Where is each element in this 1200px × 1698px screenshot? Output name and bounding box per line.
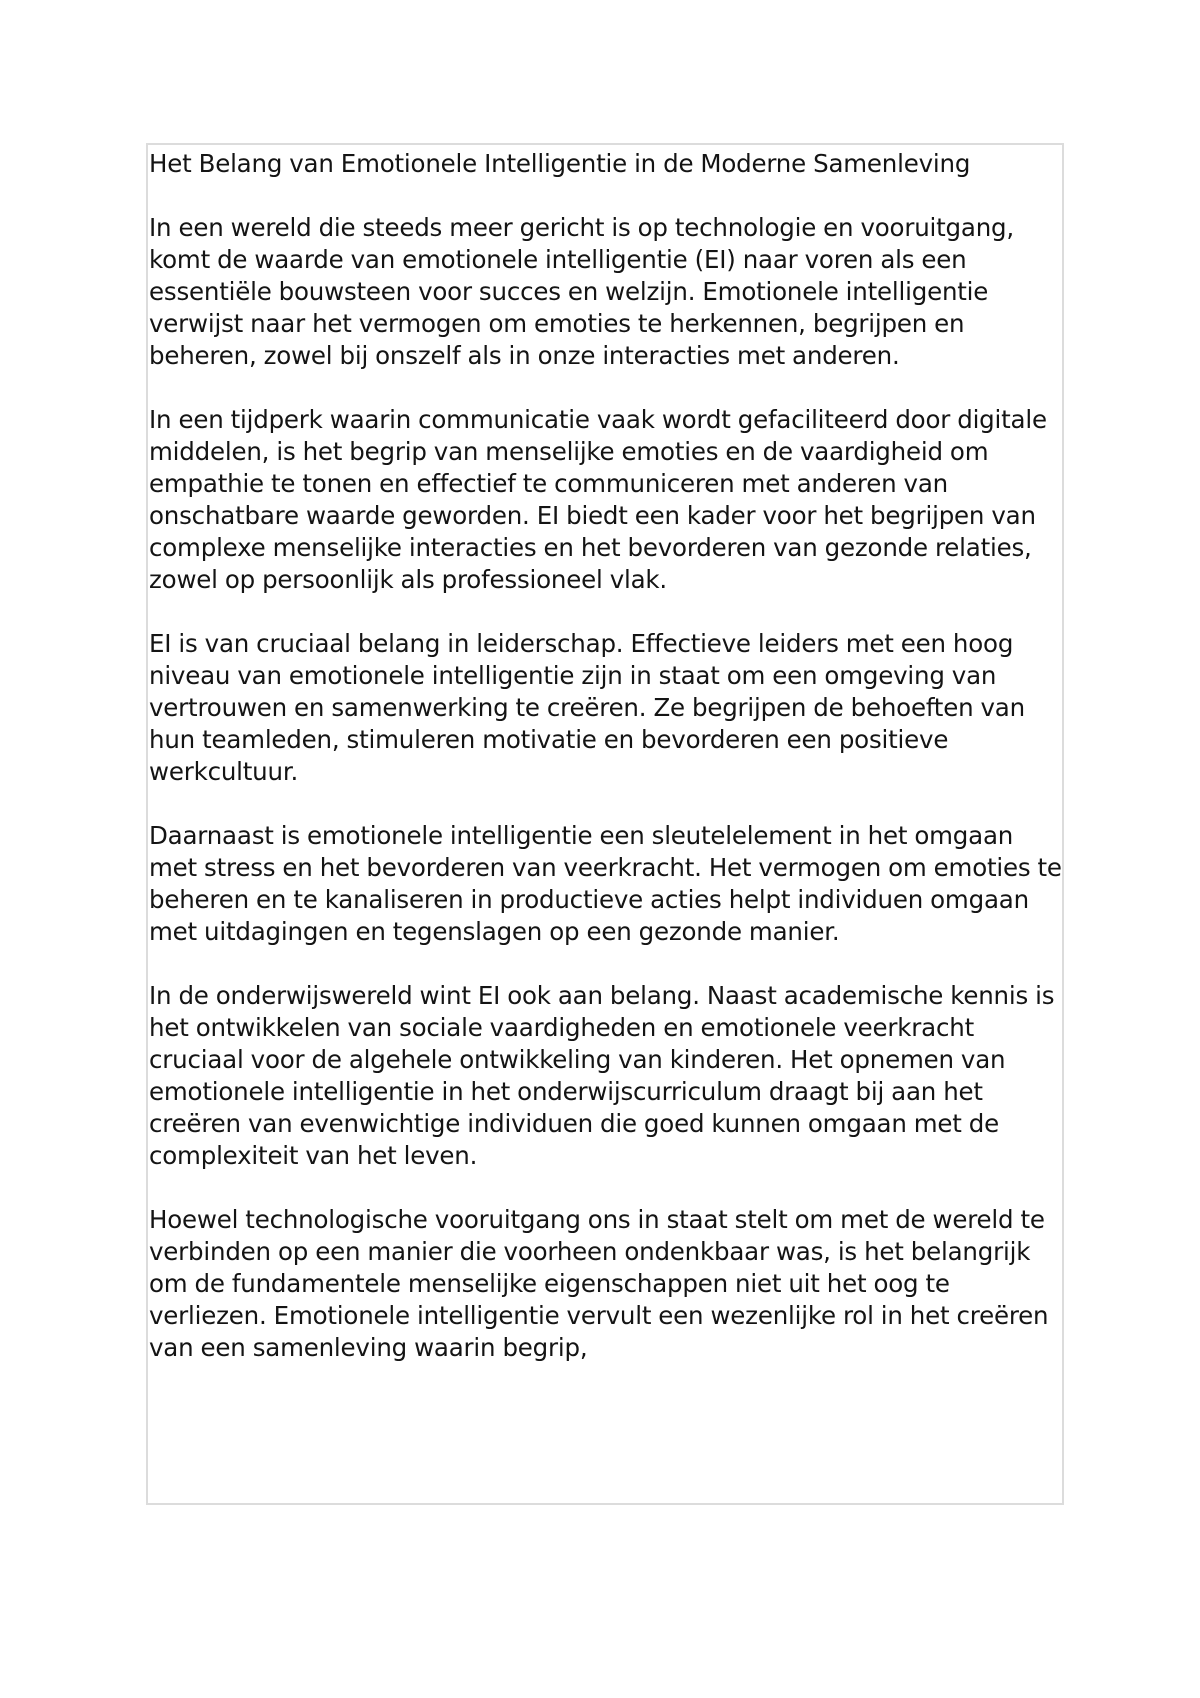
paragraph-6: Hoewel technologische vooruitgang ons in staat stelt om met de wereld te verbinden op een manier die voorheen ondenkbaar was, is het belangrijk om de fundamentele menselijke eigenschappen niet uit het oog te verliezen. Emotionele intelligentie vervult een wezenlijke rol in het creëren van een samenleving waarin begrip, (149, 1205, 1049, 1362)
document-title: Het Belang van Emotionele Intelligentie in de Moderne Samenleving (149, 149, 971, 178)
text-frame (146, 143, 1064, 1505)
paragraph-5: In de onderwijswereld wint EI ook aan belang. Naast academische kennis is het ontwikkelen van sociale vaardigheden en emotionele veerkracht cruciaal voor de algehele ontwikkeling van kinderen. Het opnemen van emotionele intelligentie in het onderwijscurriculum draagt bij aan het creëren van evenwichtige individuen die goed kunnen omgaan met de complexiteit van het leven. (149, 981, 1055, 1170)
document-body (148, 145, 1062, 1364)
paragraph-4: Daarnaast is emotionele intelligentie een sleutelelement in het omgaan met stress en het bevorderen van veerkracht. Het vermogen om emoties te beheren en te kanaliseren in productieve acties helpt individuen omgaan met uitdagingen en tegenslagen op een gezonde manier. (149, 821, 1062, 946)
paragraph-1: In een wereld die steeds meer gericht is op technologie en vooruitgang, komt de waarde van emotionele intelligentie (EI) naar voren als een essentiële bouwsteen voor succes en welzijn. Emotionele intelligentie verwijst naar het vermogen om emoties te herkennen, begrijpen en beheren, zowel bij onszelf als in onze interacties met anderen. (149, 213, 1014, 370)
paragraph-3: EI is van cruciaal belang in leiderschap. Effectieve leiders met een hoog niveau van emotionele intelligentie zijn in staat om een omgeving van vertrouwen en samenwerking te creëren. Ze begrijpen de behoeften van hun teamleden, stimuleren motivatie en bevorderen een positieve werkcultuur. (149, 629, 1025, 786)
paragraph-2: In een tijdperk waarin communicatie vaak wordt gefaciliteerd door digitale middelen, is het begrip van menselijke emoties en de vaardigheid om empathie te tonen en effectief te communiceren met anderen van onschatbare waarde geworden. EI biedt een kader voor het begrijpen van complexe menselijke interacties en het bevorderen van gezonde relaties, zowel op persoonlijk als professioneel vlak. (149, 405, 1047, 594)
